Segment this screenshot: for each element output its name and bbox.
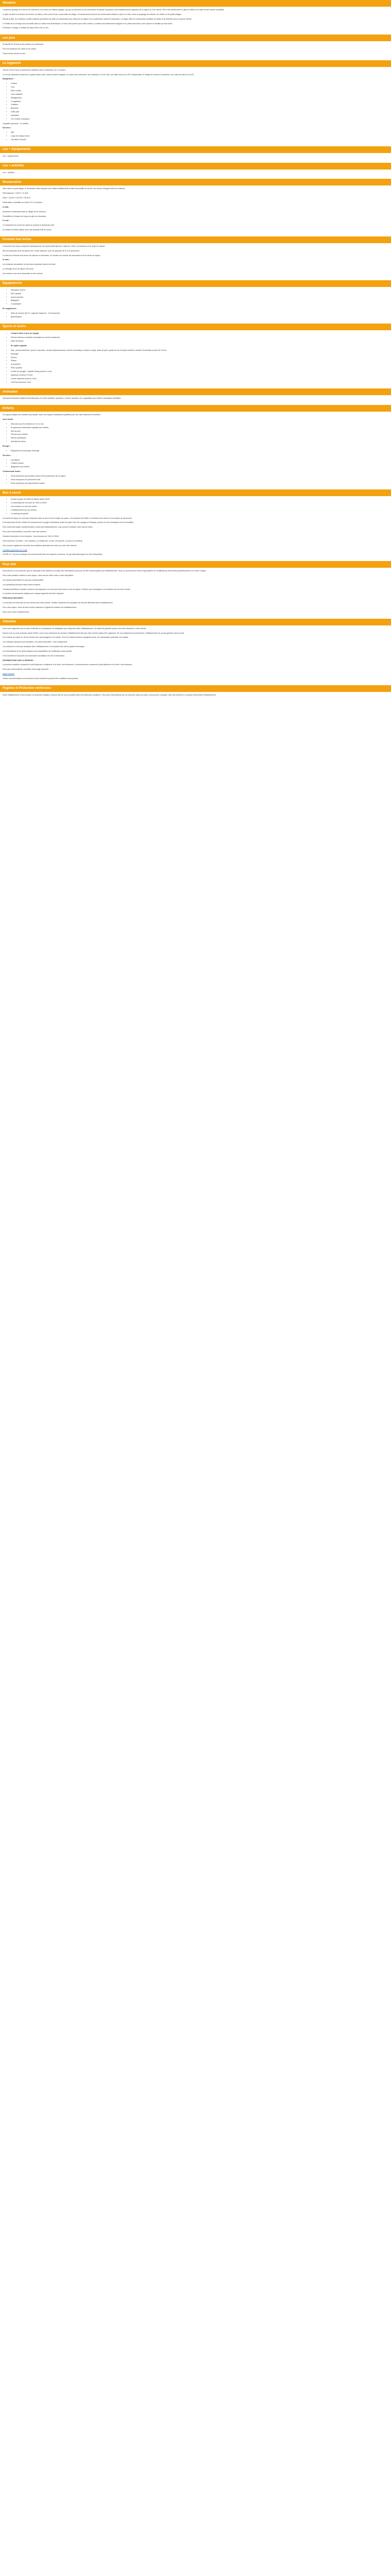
sports-groups-2 [3, 345, 388, 347]
section-title: Bon à savoir [3, 491, 22, 495]
home-link[interactable]: page d'accueil [3, 673, 14, 675]
paragraph: Pour votre séjour, merci de bien vouloir respecter le règlement intérieur de l'établissement. [3, 606, 77, 608]
subheading: Le soir : [3, 219, 10, 222]
logement-content [0, 69, 391, 141]
page [0, 0, 391, 697]
paragraph: Possibilité de livraison de repas au gîte sur demande. [3, 215, 47, 217]
list-item: • Salle de fitness [11, 340, 388, 343]
list-item: • Fer et table à repasser [11, 118, 388, 121]
paragraph: Nous vous rappelons que la carte d'identité ou le passeport est obligatoire pour séjourner dans l'établissement. Un dépôt de garantie pourra vous être demandé à votre arrivée. [3, 627, 147, 630]
section-title: Les + équipements [3, 148, 31, 151]
list-item: • Centre de plongée : Aquatic Diving (environ 1 km) [11, 370, 388, 373]
paragraph: La cuisine est faite maison avec des produits frais et locaux. [3, 229, 52, 231]
list-item: • Baignoires pour bébés [11, 466, 388, 468]
equipment-list-content [0, 289, 391, 318]
list-item: • Compris dans le prix du voyage [11, 332, 388, 335]
subheading: PRÉCISION SÉCURITÉ : [3, 597, 24, 600]
section-title: Le logement [3, 62, 21, 65]
paragraph: Le Relais de la Grange vous accueille dans un cadre rural authentique, où tout a été pensé pour votre confort. La maison est entièrement équipée et se prête aussi bien à des séjours en famille qu'entre amis. [3, 22, 173, 25]
list-item: • Micro-ondes [11, 90, 388, 92]
sports-groups [3, 332, 388, 335]
list-item: • Arrivée à partir de 15h00 et départ avant 11h00 [11, 498, 388, 501]
equipements-content [0, 155, 391, 158]
list-item: • Piscine intérieure chauffée accessible du lundi au dimanche [11, 336, 388, 339]
list-item: • Centre équestre (environ 3 km) [11, 378, 388, 380]
section-title: Restauration [3, 180, 22, 184]
list-item: • Salle de réunion (30 m², capacité maximum : 24 personnes) [11, 312, 388, 315]
paragraph: Notre établissement a mis en place un protocole sanitaire renforcé afin de vous accueillir dans les meilleures conditions. Pour plus d'informations sur les mesures mises en place, vous pouvez consulter notre site internet ou contacter directement l'établissement. [3, 693, 217, 696]
list-item: • Les animaux ne sont pas admis [11, 505, 388, 508]
paragraph: Vous pouvez également consulter les conditions générales de vente sur notre site internet. [3, 544, 77, 547]
paragraph: Vous trouverez sur place : une réception, un restaurant, un bar, une piscine, un spa et un parking. [3, 539, 83, 542]
paragraph: Pour les amateurs de calme et de nature [3, 48, 36, 50]
paragraph: Quelques animations légères internationales en soirée (cabaret, spectacle, concert, karaoké, etc.) organisées par l'hôtel et animations familiales [3, 397, 121, 400]
paragraph: Merci pour votre compréhension. [3, 611, 30, 613]
section-header-sports [0, 324, 391, 330]
paragraph: Capacité maximum : 10 adultes [3, 122, 29, 125]
section-title: Equipements [3, 282, 22, 285]
list-item: • Aquarium (environ 2,5 km) [11, 374, 388, 377]
list-item: • Piste cyclable [11, 367, 388, 369]
paragraph: Pour plus d'informations, consultez notre site internet. [3, 531, 47, 533]
paragraph: Gîte de 135 m² pour 10 personnes réparties dans 5 chambres, sur 2 niveaux. [3, 69, 66, 71]
paragraph: Depuis le gîte, de nombreux sentiers balisés permettent de partir en promenade pour découvrir la région et son patrimoine naturel et historique. La région offre de nombreuses activités de loisirs et de détente tout au long de l'année. [3, 18, 192, 20]
list-item: • Piscine pour enfants [11, 433, 388, 436]
list-item: • Lave-vaisselle [11, 93, 388, 96]
paragraph: Le nombre de personnes indiqué pour chaque logement doit être respecté. [3, 592, 64, 595]
section-header-animation [0, 388, 391, 395]
subheading: INFORMATIONS SUR LA PENSION : [3, 659, 35, 662]
subheading: À midi : [3, 206, 10, 208]
paragraph: Toutes nos informations sont données à titre indicatif et peuvent être modifiées sans préavis. [3, 677, 79, 680]
section-header-restauration [0, 179, 391, 185]
section-title: Situation [3, 2, 16, 5]
sports-included [3, 336, 388, 343]
paragraph: COVID-19 : le port du masque est recommandé dans les espaces communs. Du gel hydroalcoolique est mis à disposition. [3, 553, 103, 556]
paragraph: Il est important de bien vérifier les documents de voyage nécessaires avant de partir. Pour les voyages à l'étranger, pensez à vous renseigner sur les formalités. [3, 521, 134, 524]
paragraph: Grand terrain arboré et clos [3, 52, 25, 55]
list-item: • Piscine [11, 357, 388, 359]
section-title: Pour info [3, 563, 17, 566]
paragraph: Les informations et les tarifs indiqués sont susceptibles de modification sans préavis. [3, 650, 73, 652]
paragraph: Réservation conseillée au moins 24 h à l'avance. [3, 201, 43, 204]
list-item: • Four [11, 86, 388, 89]
list-item: • Accès sécurisé [11, 296, 388, 299]
list-item: • Grille-pain [11, 111, 388, 113]
section-title: Attention [3, 620, 17, 624]
services-list [3, 131, 388, 141]
section-title: Hygiène et Protection renforcées [3, 687, 52, 690]
section-header-equipment-list [0, 280, 391, 287]
subheading: Communauté locale : [3, 470, 22, 473]
list-item: • Réfrigérateur [11, 97, 388, 99]
paragraph: Il est conseillé de souscrire une assurance annulation lors de la réservation. [3, 654, 65, 657]
list-item: • Nous favorisons les produits locaux et les producteurs de la région [11, 475, 388, 478]
paragraph: Pour plus d'informations, consultez notre page d'accueil. [3, 668, 49, 671]
list-item: • Blanchisserie [11, 316, 388, 318]
section-header-tarifs [0, 236, 391, 243]
paragraph: Le gîte est situé en bordure de la forêt, au calme, entre prés et bois, à proximité du village. L'environnement permet de nombreuses balades à pied ou à vélo, dans un paysage de collines, de vallées et de petits villages. [3, 13, 182, 15]
list-item: • Menus spécifiques [11, 437, 388, 439]
section-header-info [0, 561, 391, 568]
paragraph: Petit déjeuner : 9,50 € / 11,50 € [3, 192, 28, 195]
list-item: • L'établissement est non-fumeur [11, 509, 388, 512]
kids-services-list [3, 459, 388, 469]
conditions-link[interactable]: conditions générales de vente [3, 549, 27, 551]
list-item: • Cuisine [11, 82, 388, 85]
list-item: • Spa : piscine intérieure, jacuzzi, hammam, douche hydromassante, douche aromatique, douche à neige, salle de sport, grotte de sel et bassin extérieur chauffé. Accessible à partir de 16 ans. [11, 349, 388, 352]
paragraph: Pour toute information complémentaire concernant l'établissement, vous pouvez contacter notre service client. [3, 526, 93, 529]
paragraph: Les + activités [3, 171, 14, 174]
list-item: • Aire de jeux [11, 430, 388, 433]
list-item: • Activités de loisirs [11, 440, 388, 443]
paragraph: Le tarif de la formule tout inclus est calculé sur demande, en fonction du nombre de personnes et de la durée du séjour. [3, 254, 101, 257]
paragraph: La sécurité et le bien-être de nos clients sont notre priorité. Veuillez respecter les consignes de sécurité affichées dans l'établissement. [3, 602, 113, 604]
list-item: • Le parking est gratuit [11, 513, 388, 515]
activites-content [0, 172, 391, 174]
equipment-list [3, 82, 388, 120]
paragraph: Les enfants de moins de 18 ans doivent être accompagnés d'un adulte. Pour les enfants mineurs voyageant seuls, une autorisation parentale est requise. [3, 636, 129, 639]
paragraph: À Relais le Grange, le Relais de Saint-Pierre est à 2 km. [3, 27, 49, 29]
list-item: • Cafetière [11, 104, 388, 106]
paragraph: Nombreux restaurants dans le village et les environs. [3, 210, 46, 213]
paragraph: Certaines activités et certains services sont payants et ne sont pas inclus dans le prix du séjour. Veuillez vous renseigner à la réception lors de votre arrivée. [3, 588, 131, 590]
list-item: • Réception 24h/24 [11, 289, 388, 292]
list-item: • Programmes d'animation adaptés aux enfants [11, 427, 388, 429]
paragraph: Les taxes de séjour ne sont pas comprises dans le prix et sont à régler sur place, à la réception de l'hôtel, en fonction de la durée et du nombre de personnes. [3, 517, 133, 519]
community-list [3, 475, 388, 485]
sports-content [0, 332, 391, 384]
section-title: Formule tout inclus [3, 238, 31, 242]
paragraph: Dans le cas où vous arriveriez après 20h00, nous vous remercions de prévenir l'établissement afin que votre arrivée puisse être organisée. En cas d'absence de prévenance, l'établissement ne pourra garantir votre accueil. [3, 632, 185, 634]
paragraph: L'ancienne grange de la ferme de l'Ancienne Cure était une bâtisse typique, qui par sa structure et ses dimensions évoquait l'importance des établissements agricoles de la région au XIXe siècle. Elle a été transformée en gîte au milieu d'un vaste terrain arboré et paisible. [3, 9, 225, 11]
animation-content [0, 397, 391, 400]
list-item: • Golf Club (environ 4 km) [11, 381, 388, 384]
list-item: • Conciergerie [11, 303, 388, 306]
section-header-logement [0, 60, 391, 67]
subheading: Services : [3, 454, 11, 456]
paragraph: La pension complète comprend le petit-déjeuner, le déjeuner et le dîner, hors boissons. La demi-pension comprend le petit-déjeuner et le dîner, hors boissons. [3, 664, 133, 666]
hygiene-content [0, 694, 391, 697]
paragraph: Les boissons alcoolisées ne sont pas comprises dans la formule. [3, 263, 56, 266]
list-item: • Pilates [11, 360, 388, 362]
paragraph: Un espace adapté aux enfants est proposé, avec une équipe d'animateurs qualifiés pour leur faire découvrir le territoire. [3, 414, 101, 416]
section-header-lits [0, 35, 391, 41]
paragraph: Les animaux ne sont pas acceptés dans l'établissement, à l'exception des chiens guides d'aveugles. [3, 646, 85, 648]
sports-optional [3, 349, 388, 383]
section-title: Animation [3, 390, 18, 394]
paragraph: Dîner : 18,00 € / 25,00 € / 35,00 € [3, 197, 30, 199]
attention-content [0, 628, 391, 680]
paragraph: Les prestations peuvent varier selon la saison. [3, 583, 41, 586]
energy-list [3, 450, 388, 452]
list-item: • Congélateur [11, 100, 388, 103]
list-item: • Lits faits à l'arrivée [11, 139, 388, 141]
paragraph: Les + équipements [3, 155, 19, 157]
paragraph: Le rez-de-chaussée comprend un grand séjour avec cuisine ouverte équipée, un salon avec cheminée, une chambre (1 lit de 140), une salle d'eau et un WC indépendant. À l'étage se trouvent 4 chambres, une salle de bains et un WC. [3, 73, 195, 76]
bon-content [0, 498, 391, 556]
list-item: • Massage [11, 353, 388, 355]
list-item: • Lits pliants [11, 459, 388, 462]
list-item: • Wi-Fi gratuit [11, 293, 388, 295]
subheading: Énergie : [3, 445, 11, 447]
kids-list [3, 423, 388, 443]
section-header-attention [0, 619, 391, 625]
restauration-content [0, 188, 391, 231]
list-item: • Équipement économique d'énergie [11, 450, 388, 452]
info-content [0, 570, 391, 613]
subheading: Équipement : [3, 78, 14, 80]
paragraph: Les chèques vacances sont acceptés. Les cartes bancaires : Visa, Mastercard. [3, 641, 68, 643]
section-header-equipements [0, 146, 391, 153]
situation-content [0, 9, 391, 29]
list-item: • Linge de maison fourni [11, 135, 388, 138]
section-header-situation [0, 0, 391, 7]
paragraph: Situé dans un petit village, le restaurant voisin propose une cuisine traditionnelle à base de produits du terroir. Les menus changent selon les saisons. [3, 188, 126, 190]
section-title: Sports et loisirs [3, 325, 26, 329]
paragraph: Elle est proposée pour les séjours de 2 nuits minimum, pour les groupes de 8 à 10 personnes. [3, 249, 80, 252]
subheading: À noter : [3, 259, 10, 261]
enfants-content [0, 414, 391, 484]
paragraph: Les photos présentées ne sont pas contractuelles. [3, 579, 44, 581]
equipment-more-items [3, 312, 388, 318]
section-header-bon [0, 489, 391, 496]
list-item: • Wifi [11, 131, 388, 134]
subheading: Avec l'hôtel : [3, 418, 14, 421]
list-item: • Mini-club pour les enfants de 4 à 12 ans [11, 423, 388, 426]
section-title: Les plus [3, 36, 15, 40]
paragraph: La formule tout inclus comprend l'hébergement, les repas (petit-déjeuner, déjeuner, dîner), les boissons et le linge de maison. [3, 245, 106, 247]
list-item: • À proximité : [11, 363, 388, 366]
list-item: • Le petit-déjeuner est servi de 7h00 à 10h30 [11, 502, 388, 504]
section-title: Les + activités [3, 164, 24, 168]
section-header-hygiene [0, 685, 391, 692]
equipment-items [3, 289, 388, 306]
subheading: Services : [3, 127, 11, 129]
section-header-activites [0, 163, 391, 170]
list-item: • Aspirateur [11, 114, 388, 117]
subheading: En supplément : [3, 308, 17, 310]
list-item: • Chaises hautes [11, 462, 388, 465]
bon-list [3, 498, 388, 515]
paragraph: Le ménage de fin de séjour est inclus. [3, 268, 34, 270]
list-item: • En option payante [11, 345, 388, 347]
section-title: Enfants [3, 406, 14, 410]
paragraph: Proximité de la forêt et des sentiers de randonnée [3, 43, 44, 46]
lits-content [0, 43, 391, 55]
section-header-enfants [0, 405, 391, 412]
paragraph: Le restaurant est ouvert du mardi au samedi, le dimanche midi. [3, 224, 55, 227]
list-item: • Nous employons du personnel local [11, 479, 388, 481]
paragraph: Horaires d'ouverture de la réception : tous les jours de 7h00 à 23h00. [3, 535, 60, 537]
paragraph: Une caution vous sera demandée à votre arrivée. [3, 272, 43, 275]
paragraph: Pour toute question relative à votre séjour, notre service client reste à votre disposition. [3, 574, 74, 577]
list-item: • Nous soutenons des associations locales [11, 482, 388, 485]
list-item: • Bagagerie [11, 299, 388, 302]
paragraph: Nous tenons à vous informer que ce descriptif a été réalisé sur la base des informations qui nous ont été communiquées par l'établissement. Nous ne pouvons être tenus responsables de modifications intervenues postérieurement à la mise en ligne. [3, 570, 207, 572]
list-item: • Bouilloire [11, 107, 388, 110]
tarifs-content [0, 245, 391, 275]
